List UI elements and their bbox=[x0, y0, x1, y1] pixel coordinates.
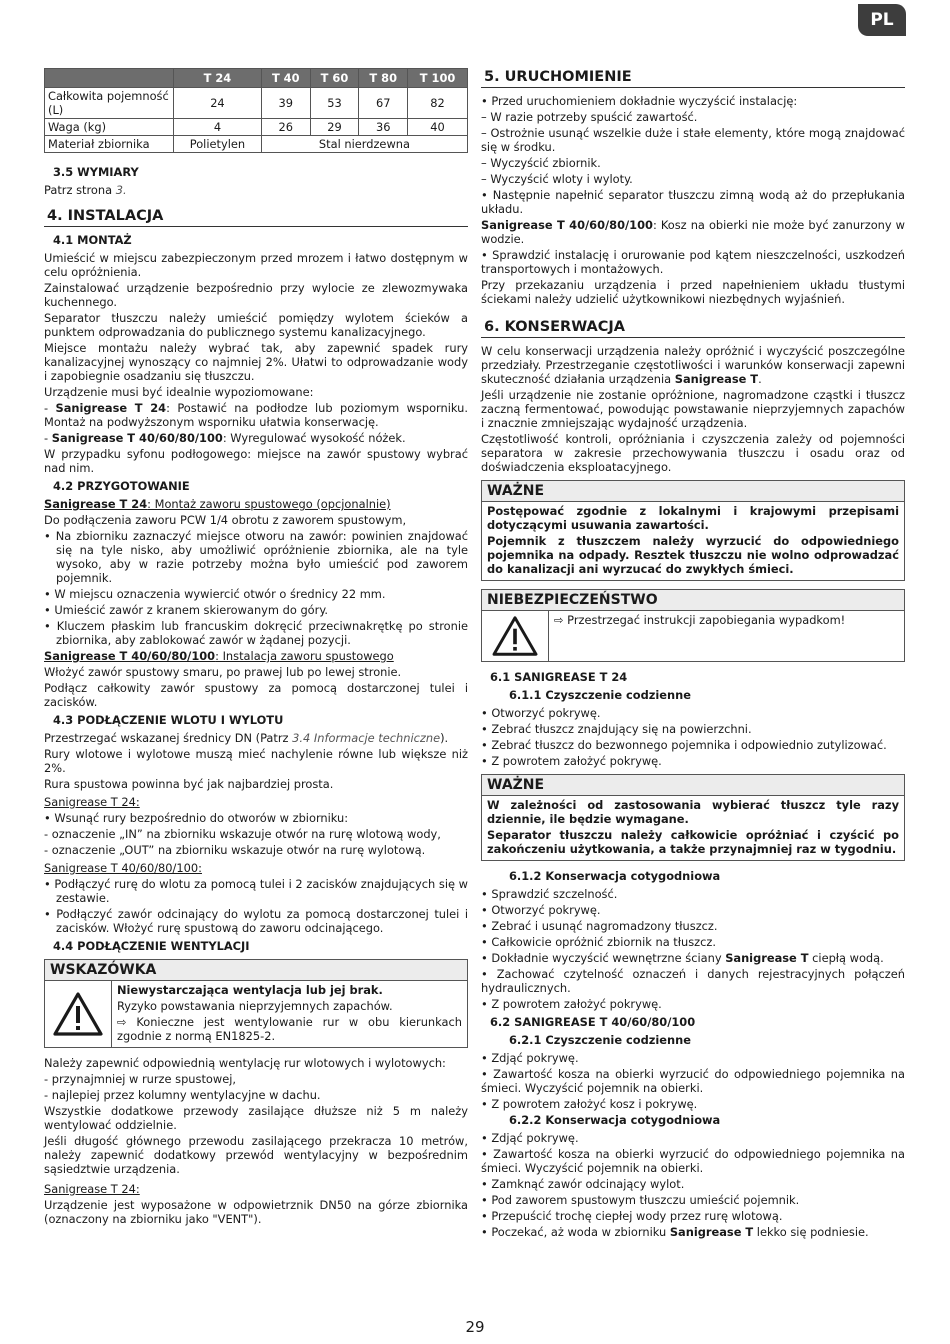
table-cell: 24 bbox=[174, 88, 262, 119]
table-header-cell: T 24 bbox=[174, 69, 262, 88]
list-item: • Pod zaworem spustowym tłuszczu umieścić pojemnik. bbox=[481, 1193, 800, 1207]
table-cell: 82 bbox=[408, 88, 468, 119]
list-item: • Zdjąć pokrywę. bbox=[481, 1051, 579, 1065]
section-heading: 6.1 SANIGREASE T 24 bbox=[490, 670, 628, 684]
paragraph: Wszystkie dodatkowe przewody zasilające dłuższe niż 5 m należy wentylować oddzielnie. bbox=[44, 1104, 468, 1132]
important-box bbox=[481, 774, 905, 861]
subsection-heading: 6.2.1 Czyszczenie codzienne bbox=[509, 1033, 691, 1047]
table-cell: 40 bbox=[408, 119, 468, 136]
section-heading: 6.2 SANIGREASE T 40/60/80/100 bbox=[490, 1015, 696, 1029]
list-item: • Zawartość kosza na obierki wyrzucić do odpowiedniego pojemnika na śmieci. Wyczyścić pojemnik na obierki. bbox=[481, 1067, 905, 1095]
paragraph: Zainstalować urządzenie bezpośrednio przy wylocie ze zlewozmywaka kuchennego. bbox=[44, 281, 468, 309]
page-ref: 3. bbox=[115, 183, 127, 197]
list-item: • Podłączyć rurę do wlotu za pomocą tulei i 2 zacisków znajdujących się w zestawie. bbox=[44, 877, 468, 905]
list-item: • Zamknąć zawór odcinający wylot. bbox=[481, 1177, 685, 1191]
table-row bbox=[45, 88, 468, 119]
paragraph: Rury wlotowe i wylotowe muszą mieć nachylenie równe lub większe niż 2%. bbox=[44, 747, 468, 775]
section-heading: 4.4 PODŁĄCZENIE WENTYLACJI bbox=[53, 939, 250, 953]
table-cell: 36 bbox=[359, 119, 408, 136]
section-heading: 4. INSTALACJA bbox=[44, 207, 468, 227]
table-header-row bbox=[45, 69, 468, 88]
table-header-cell: T 60 bbox=[310, 69, 359, 88]
list-item: • Zebrać i usunąć nagromadzony tłuszcz. bbox=[481, 919, 718, 933]
paragraph: - Sanigrease T 24: Postawić na podłodze lub poziomym wsporniku. Montaż na podwyższonym wsporniku ułatwia konserwację. bbox=[44, 401, 469, 429]
paragraph: - przynajmniej w rurze spustowej, bbox=[44, 1072, 236, 1086]
list-item: • Kluczem płaskim lub francuskim dokręcić przeciwnakrętkę po stronie zbiornika, aby zablokować zawór w żądanej pozycji. bbox=[44, 619, 468, 647]
table-header-cell: T 100 bbox=[408, 69, 468, 88]
important-box bbox=[481, 480, 905, 581]
table-header-cell: T 40 bbox=[261, 69, 310, 88]
paragraph: Przy przekazaniu urządzenia i przed napełnieniem układu tłustymi ściekami należy udzielić użytkownikowi niezbędnych wyjaśnień. bbox=[481, 278, 905, 306]
list-item: • Zebrać tłuszcz do bezwonnego pojemnika i odpowiednio zutylizować. bbox=[481, 738, 887, 752]
box-text: ⇨ Konieczne jest wentylowanie rur w obu kierunkach zgodnie z normą EN1825-2. bbox=[117, 1015, 462, 1043]
paragraph: Częstotliwość kontroli, opróżniania i czyszczenia zależy od pojemności separatora w zakresie przechowywania tłuszczu i osadu oraz od doświadczenia eksploatacyjnego. bbox=[481, 432, 905, 474]
box-text: Postępować zgodnie z lokalnymi i krajowymi przepisami dotyczącymi usuwania zawartości. bbox=[487, 504, 899, 532]
subsection-heading: 6.1.2 Konserwacja cotygodniowa bbox=[509, 869, 721, 883]
paragraph: W przypadku syfonu podłogowego: miejsce na zawór spustowy wybrać nad nim. bbox=[44, 447, 468, 475]
table-cell: 67 bbox=[359, 88, 408, 119]
table-header-cell: T 80 bbox=[359, 69, 408, 88]
box-text: W zależności od zastosowania wybierać tłuszcz tyle razy dziennie, ile będzie wymagane. bbox=[487, 798, 899, 826]
box-text: ⇨ Przestrzegać instrukcji zapobiegania wypadkom! bbox=[554, 613, 846, 627]
subheading: Sanigrease T 40/60/80/100: Instalacja zaworu spustowego bbox=[44, 649, 394, 663]
list-item: • Poczekać, aż woda w zbiorniku Sanigrease T lekko się podniesie. bbox=[481, 1225, 869, 1239]
list-item: • Zdjąć pokrywę. bbox=[481, 1131, 579, 1145]
paragraph: Rura spustowa powinna być jak najbardziej prosta. bbox=[44, 777, 334, 791]
paragraph: Należy zapewnić odpowiednią wentylację rur wlotowych i wylotowych: bbox=[44, 1056, 446, 1070]
list-item: - oznaczenie „IN” na zbiorniku wskazuje otwór na rurę wlotową wody, bbox=[44, 827, 441, 841]
table-cell: 53 bbox=[310, 88, 359, 119]
section-heading: 6. KONSERWACJA bbox=[481, 318, 905, 338]
paragraph: Przestrzegać wskazanej średnicy DN (Patrz 3.4 Informacje techniczne). bbox=[44, 731, 449, 745]
list-item: • Zachować czytelność oznaczeń i danych rejestracyjnych połączeń hydraulicznych. bbox=[481, 967, 905, 995]
list-item: • Zawartość kosza na obierki wyrzucić do odpowiedniego pojemnika na śmieci. Wyczyścić pojemnik na obierki. bbox=[481, 1147, 905, 1175]
list-item: – W razie potrzeby spuścić zawartość. bbox=[481, 110, 698, 124]
list-item: • Umieścić zawór z kranem skierowanym do góry. bbox=[44, 603, 329, 617]
left-column bbox=[44, 68, 468, 1228]
paragraph: Patrz strona 3. bbox=[44, 183, 127, 197]
list-item: – Ostrożnie usunąć wszelkie duże i stałe elementy, które mogą znajdować się w środku. bbox=[481, 126, 905, 154]
table-header-cell bbox=[45, 69, 174, 88]
list-item: • Z powrotem założyć pokrywę. bbox=[481, 997, 662, 1011]
list-item: • Sprawdzić instalację i orurowanie pod kątem nieszczelności, uszkodzeń transportowych i montażowych. bbox=[481, 248, 905, 276]
language-tab: PL bbox=[858, 4, 906, 36]
paragraph: Urządzenie musi być idealnie wypoziomowane: bbox=[44, 385, 314, 399]
box-title: NIEBEZPIECZEŃSTWO bbox=[482, 590, 904, 611]
box-title: WAŻNE bbox=[482, 481, 904, 502]
hint-box bbox=[44, 959, 468, 1048]
box-title: WAŻNE bbox=[482, 775, 904, 796]
spec-table bbox=[44, 68, 468, 153]
list-item: • Całkowicie opróżnić zbiornik na tłuszcz. bbox=[481, 935, 716, 949]
table-cell: Stal nierdzewna bbox=[261, 136, 467, 153]
subsection-heading: 6.1.1 Czyszczenie codzienne bbox=[509, 688, 691, 702]
table-cell: Polietylen bbox=[174, 136, 262, 153]
paragraph: Urządzenie jest wyposażone w odpowietrznik DN50 na górze zbiornika (oznaczony na zbiorniku jako "VENT"). bbox=[44, 1198, 468, 1226]
subheading: Sanigrease T 40/60/80/100: bbox=[44, 861, 202, 875]
warning-triangle-icon bbox=[482, 611, 549, 661]
list-item: • Z powrotem założyć pokrywę. bbox=[481, 754, 662, 768]
subheading: Sanigrease T 24: bbox=[44, 1182, 140, 1196]
list-item: • Wsunąć rury bezpośrednio do otworów w zbiorniku: bbox=[44, 811, 349, 825]
list-item: • Dokładnie wyczyścić wewnętrzne ściany Sanigrease T ciepłą wodą. bbox=[481, 951, 884, 965]
paragraph: W celu konserwacji urządzenia należy opróżnić i wyczyścić poszczególne przedziały. Przestrzeganie częstotliwości i warunków konserwacji zapewni skuteczność działania urządzenia Sanigrease T. bbox=[481, 344, 905, 386]
page-number: 29 bbox=[465, 1318, 485, 1336]
paragraph: Jeśli długość głównego przewodu zasilającego przekracza 10 metrów, należy zapewnić dodatkowy przewód wentylacyjny w bezpośrednim sąsiedztwie urządzenia. bbox=[44, 1134, 468, 1176]
paragraph: Separator tłuszczu należy umieścić pomiędzy wylotem ścieków a punktem odprowadzania do publicznego systemu kanalizacyjnego. bbox=[44, 311, 468, 339]
box-text: Pojemnik z tłuszczem należy wyrzucić do odpowiedniego pojemnika na odpady. Resztek tłuszczu nie wolno odprowadzać do kanalizacji ani wyrzucać do zwykłych śmieci. bbox=[487, 534, 899, 576]
paragraph: Do podłączenia zaworu PCW 1/4 obrotu z zaworem spustowym, bbox=[44, 513, 407, 527]
list-item: • Z powrotem założyć kosz i pokrywę. bbox=[481, 1097, 698, 1111]
box-text: Ryzyko powstawania nieprzyjemnych zapachów. bbox=[117, 999, 393, 1013]
list-item: • Podłączyć zawór odcinający do wylotu za pomocą dostarczonej tulei i zacisków. Włożyć rurę spustową do zaworu odcinającego. bbox=[44, 907, 468, 935]
list-item: • Następnie napełnić separator tłuszczu zimną wodą aż do przepłukania układu. bbox=[481, 188, 905, 216]
paragraph: Jeśli urządzenie nie zostanie opróżnione, nagromadzone cząstki i tłuszcz zaczną fermentować, powodując powstawanie nieprzyjemnych zapachów i znacznie zmniejszając wydajność urządzenia. bbox=[481, 388, 905, 430]
list-item: • W miejscu oznaczenia wywiercić otwór o średnicy 22 mm. bbox=[44, 587, 386, 601]
warning-triangle-icon bbox=[45, 981, 112, 1047]
section-heading: 3.5 WYMIARY bbox=[53, 165, 139, 179]
box-title: WSKAZÓWKA bbox=[45, 960, 467, 981]
subheading: Sanigrease T 24: bbox=[44, 795, 140, 809]
table-cell: 39 bbox=[261, 88, 310, 119]
list-item: • Przed uruchomieniem dokładnie wyczyścić instalację: bbox=[481, 94, 798, 108]
section-heading: 4.2 PRZYGOTOWANIE bbox=[53, 479, 190, 493]
list-item: • Na zbiorniku zaznaczyć miejsce otworu na zawór: powinien znajdować się na tyle nisko, aby umożliwić opróżnienie zbiornika, ale na tyle wysoko, aby w razie potrzeby można było umieścić pod zaworem pojemnik. bbox=[44, 529, 468, 585]
table-cell: 4 bbox=[174, 119, 262, 136]
table-row bbox=[45, 136, 468, 153]
paragraph: Umieścić w miejscu zabezpieczonym przed mrozem i łatwo dostępnym w celu opróżnienia. bbox=[44, 251, 468, 279]
table-row bbox=[45, 119, 468, 136]
list-item: – Wyczyścić wloty i wyloty. bbox=[481, 172, 633, 186]
row-label: Waga (kg) bbox=[45, 119, 174, 136]
list-item: • Otworzyć pokrywę. bbox=[481, 903, 601, 917]
list-item: - oznaczenie „OUT” na zbiorniku wskazuje otwór na rurę wylotową. bbox=[44, 843, 426, 857]
paragraph: Włożyć zawór spustowy smaru, po prawej lub po lewej stronie. bbox=[44, 665, 402, 679]
paragraph: - najlepiej przez kolumny wentylacyjne w dachu. bbox=[44, 1088, 321, 1102]
box-text: Niewystarczająca wentylacja lub jej brak. bbox=[117, 983, 383, 997]
right-column bbox=[481, 68, 905, 1241]
danger-box bbox=[481, 589, 905, 662]
subsection-heading: 6.2.2 Konserwacja cotygodniowa bbox=[509, 1113, 721, 1127]
paragraph: Miejsce montażu należy wybrać tak, aby zapewnić spadek rury kanalizacyjnej wynoszący co najmniej 2%. Ułatwi to odprowadzanie wody i zapobiegnie osadzaniu się tłuszczu. bbox=[44, 341, 468, 383]
subheading: Sanigrease T 24: Montaż zaworu spustowego (opcjonalnie) bbox=[44, 497, 391, 511]
section-heading: 4.1 MONTAŻ bbox=[53, 233, 132, 247]
box-text: Separator tłuszczu należy całkowicie opróżniać i czyścić po zakończeniu użytkowania, a także przynajmniej raz w tygodniu. bbox=[487, 828, 899, 856]
paragraph: Sanigrease T 40/60/80/100: Kosz na obierki nie może być zanurzony w wodzie. bbox=[481, 218, 905, 246]
list-item: – Wyczyścić zbiornik. bbox=[481, 156, 601, 170]
row-label: Materiał zbiornika bbox=[45, 136, 174, 153]
doc-ref: 3.4 Informacje techniczne bbox=[292, 731, 441, 745]
table-cell: 26 bbox=[261, 119, 310, 136]
table-cell: 29 bbox=[310, 119, 359, 136]
paragraph: - Sanigrease T 40/60/80/100: Wyregulować wysokość nóżek. bbox=[44, 431, 406, 445]
list-item: • Przepuścić trochę ciepłej wody przez rurę wlotową. bbox=[481, 1209, 783, 1223]
paragraph: Podłącz całkowity zawór spustowy za pomocą dostarczonej tulei i zacisków. bbox=[44, 681, 468, 709]
row-label: Całkowita pojemność (L) bbox=[45, 88, 174, 119]
section-heading: 5. URUCHOMIENIE bbox=[481, 68, 905, 88]
list-item: • Otworzyć pokrywę. bbox=[481, 706, 601, 720]
list-item: • Zebrać tłuszcz znajdujący się na powierzchni. bbox=[481, 722, 752, 736]
list-item: • Sprawdzić szczelność. bbox=[481, 887, 618, 901]
section-heading: 4.3 PODŁĄCZENIE WLOTU I WYLOTU bbox=[53, 713, 284, 727]
